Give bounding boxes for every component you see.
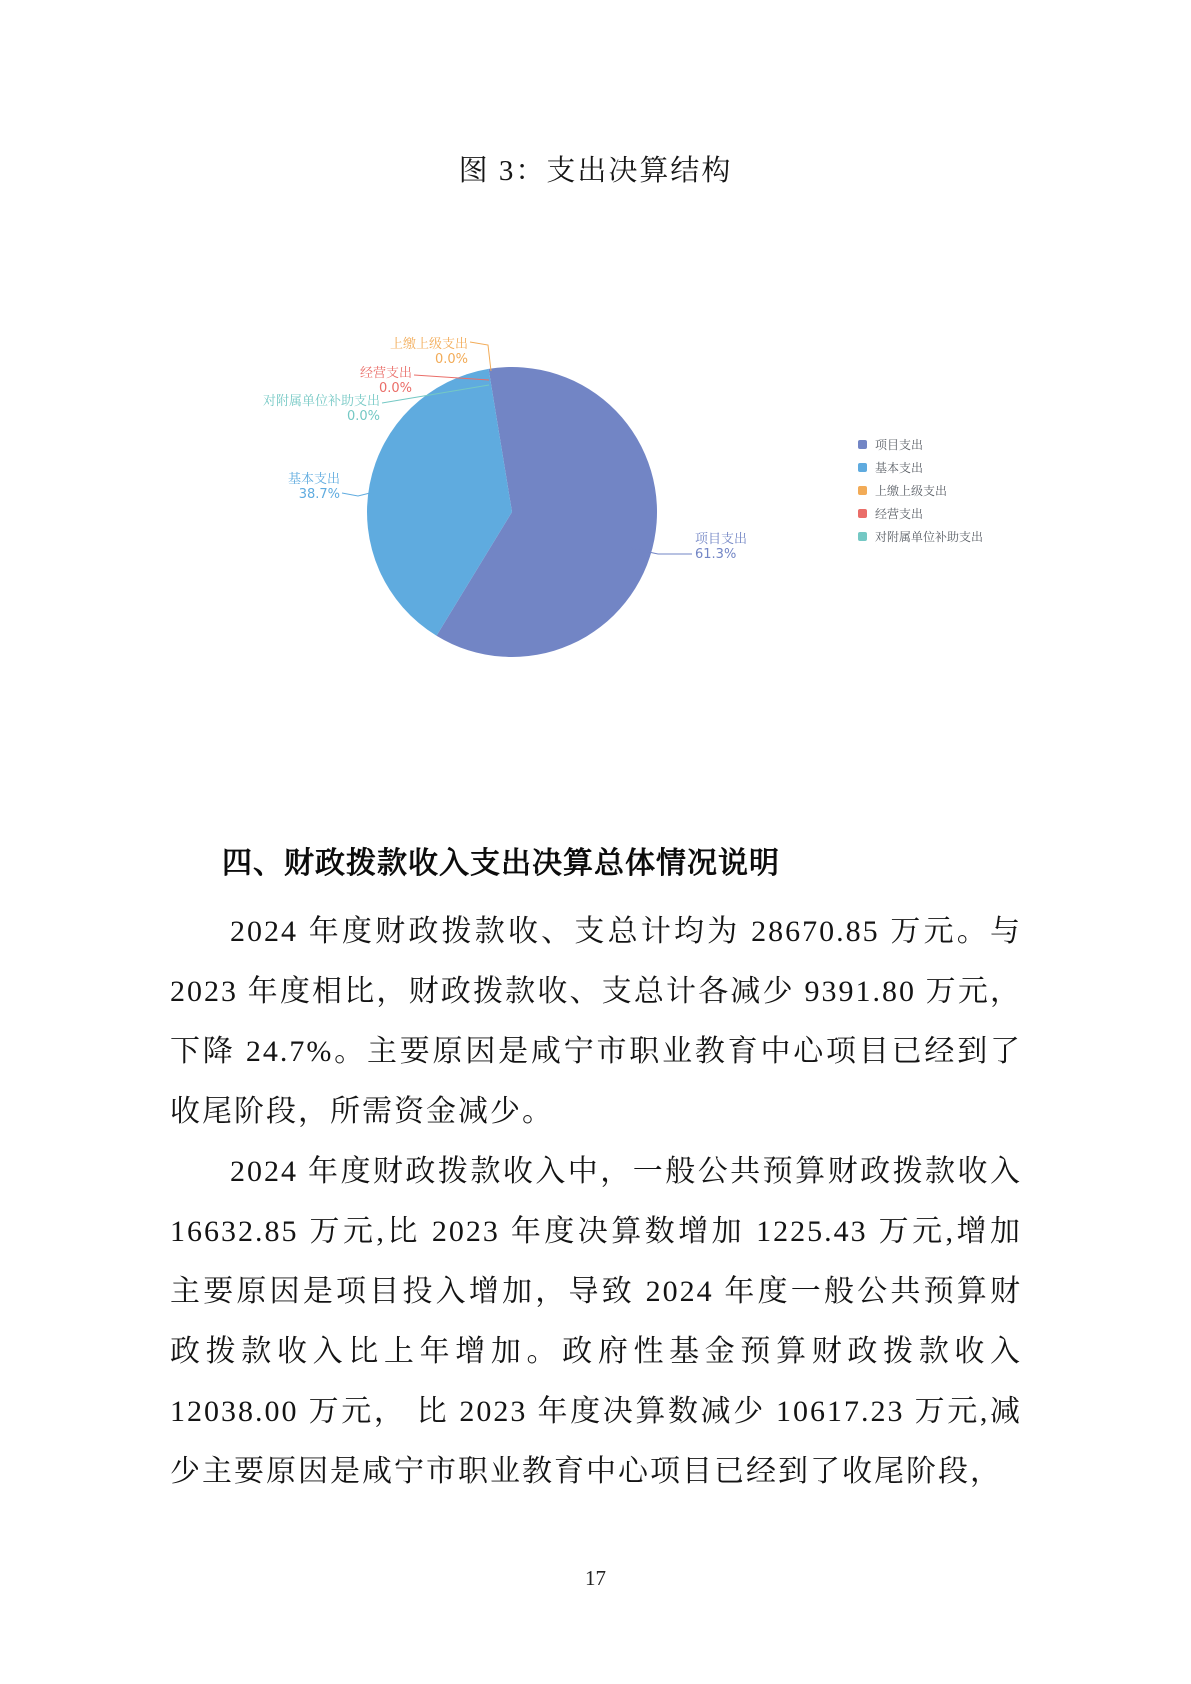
legend-label: 对附属单位补助支出 [875,530,984,544]
leader-line-jiben [342,493,370,496]
legend-swatch-icon [858,486,867,495]
pie-label-percent: 61.3% [695,547,737,562]
legend-item-jiben-zhichu [858,456,983,479]
pie-chart-figure [0,195,1191,710]
legend-swatch-icon [858,509,867,518]
pie-label-percent: 38.7% [298,487,340,502]
legend-item-xiangmu-zhichu [858,433,983,456]
legend-label: 基本支出 [875,461,924,475]
pie-label-name: 经营支出 [359,366,412,381]
section-heading: 四、财政拨款收入支出决算总体情况说明 [222,847,780,880]
legend-swatch-icon [858,532,867,541]
pie-label-name: 上缴上级支出 [389,337,468,352]
figure-title: 图 3：支出决算结构 [458,155,733,187]
pie-label-jiben-zhichu [288,472,340,502]
legend-item-jingying-zhichu [858,502,983,525]
pie-label-percent: 0.0% [434,352,468,367]
legend-label: 上缴上级支出 [875,484,948,498]
legend-label: 项目支出 [875,438,924,452]
paragraph-2: 2024 年度财政拨款收入中，一般公共预算财政拨款收入 16632.85 万元,比 2023 年度决算数增加 1225.43 万元,增加主要原因是项目投入增加，导致 2024 年度一般公共预算财政拨款收入比上年增加。政府性基金预算财政拨款收入 12038.00 万元， 比 2023 年度决算数减少 10617.23 万元,减少主要原因是咸宁市职业教育中心项目已经到了收尾阶段， [170,1155,1022,1488]
legend-swatch-icon [858,463,867,472]
legend-item-shangjiao-shangji-zhichu [858,479,983,502]
paragraph-1: 2024 年度财政拨款收、支总计均为 28670.85 万元。与 2023 年度相比，财政拨款收、支总计各减少 9391.80 万元，下降 24.7%。主要原因是咸宁市职业教育中心项目已经到了收尾阶段，所需资金减少。 [170,915,1022,1128]
pie-label-percent: 0.0% [378,381,412,396]
pie-label-xiangmu-zhichu [695,532,747,562]
body-text [170,902,1022,1502]
pie-slices [367,367,657,657]
legend-label: 经营支出 [875,507,924,521]
pie-label-name: 项目支出 [695,532,748,547]
chart-legend [858,433,983,548]
legend-swatch-icon [858,440,867,449]
page-number: 17 [585,1566,606,1590]
legend-item-fushu-danwei-buzhu-zhichu [858,525,983,548]
pie-label-percent: 0.0% [346,409,380,424]
pie-label-jingying-zhichu [360,366,412,396]
pie-label-fushu-danwei-buzhu-zhichu [263,394,380,424]
pie-label-name: 对附属单位补助支出 [262,394,380,409]
leader-line-shangjiao [470,342,491,371]
pie-svg [0,195,1191,710]
pie-label-shangjiao-shangji-zhichu [390,337,468,367]
pie-label-name: 基本支出 [287,472,340,487]
